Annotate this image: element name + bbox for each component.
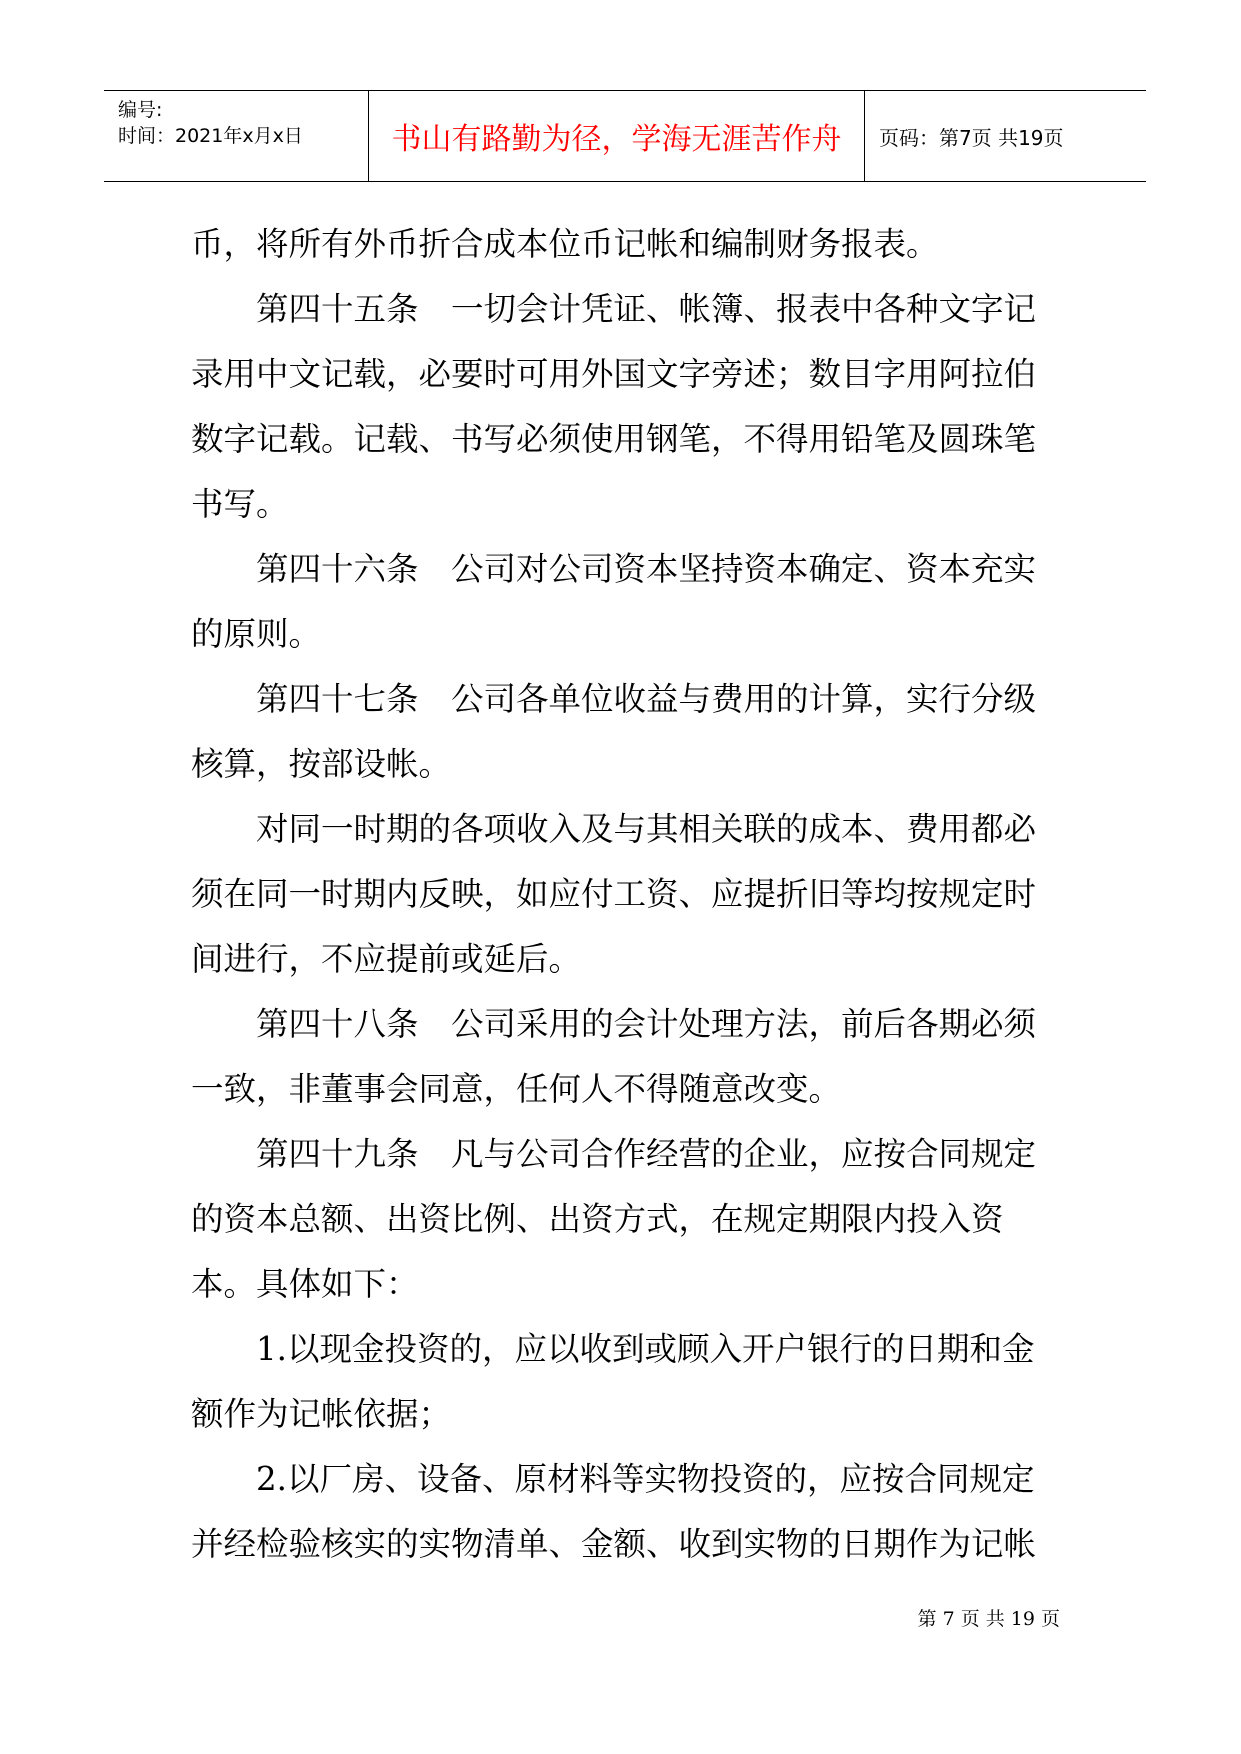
paragraph xyxy=(191,277,1061,537)
paragraph-text: 公司对公司资本坚持资本确定、资本充实的原则。 xyxy=(191,550,1037,653)
document-time-label: 时间：2021年x月x日 xyxy=(118,125,303,147)
paragraph xyxy=(191,667,1061,797)
paragraph-text: 凡与公司合作经营的企业，应按合同规定的资本总额、出资比例、出资方式，在规定期限内投入资本。具体如下： xyxy=(191,1135,1037,1303)
paragraph xyxy=(191,1447,1061,1577)
header-meta-cell xyxy=(104,91,369,181)
paragraph-text: 公司各单位收益与费用的计算，实行分级核算，按部设帐。 xyxy=(191,680,1037,783)
paragraph-text: 币，将所有外币折合成本位币记帐和编制财务报表。 xyxy=(191,225,939,263)
paragraph xyxy=(191,1317,1061,1447)
paragraph xyxy=(191,1122,1061,1317)
paragraph xyxy=(191,537,1061,667)
paragraph xyxy=(191,797,1061,992)
paragraph-text: 对同一时期的各项收入及与其相关联的成本、费用都必须在同一时期内反映，如应付工资、应提折旧等均按规定时间进行，不应提前或延后。 xyxy=(191,810,1037,978)
article-number: 第四十六条 xyxy=(256,550,419,588)
article-number: 第四十九条 xyxy=(256,1135,419,1173)
paragraph xyxy=(191,992,1061,1122)
article-number: 第四十八条 xyxy=(256,1005,419,1043)
paragraph-text: 公司采用的会计处理方法，前后各期必须一致，非董事会同意，任何人不得随意改变。 xyxy=(191,1005,1037,1108)
document-body xyxy=(191,212,1061,1577)
article-number: 第四十七条 xyxy=(256,680,419,718)
page-footer: 第 7 页 共 19 页 xyxy=(917,1608,1060,1630)
paragraph-text: 2.以厂房、设备、原材料等实物投资的，应按合同规定并经检验核实的实物清单、金额、收到实物的日期作为记帐 xyxy=(191,1460,1037,1563)
paragraph xyxy=(191,212,1061,277)
document-number-label: 编号: xyxy=(118,99,163,121)
header-page-code: 页码：第7页 共19页 xyxy=(879,125,1064,150)
article-number: 第四十五条 xyxy=(256,290,419,328)
page-header xyxy=(104,90,1146,182)
paragraph-text: 一切会计凭证、帐簿、报表中各种文字记录用中文记载，必要时可用外国文字旁述；数目字用阿拉伯数字记载。记载、书写必须使用钢笔，不得用铅笔及圆珠笔书写。 xyxy=(191,290,1037,523)
header-motto: 书山有路勤为径，学海无涯苦作舟 xyxy=(369,91,865,181)
paragraph-text: 1.以现金投资的，应以收到或顾入开户银行的日期和金额作为记帐依据； xyxy=(191,1330,1035,1433)
